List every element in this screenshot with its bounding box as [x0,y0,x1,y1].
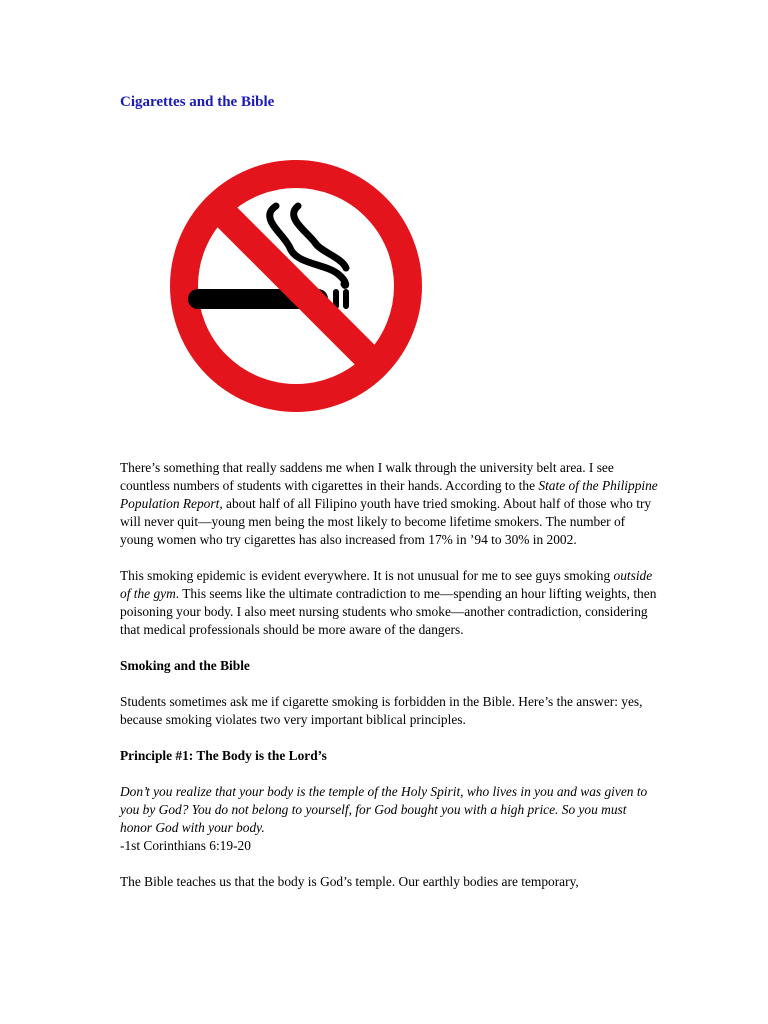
scripture-reference: -1st Corinthians 6:19-20 [120,838,251,853]
section-heading-smoking-and-bible: Smoking and the Bible [120,658,250,673]
principle-1-heading: Principle #1: The Body is the Lord’s [120,748,327,763]
scripture-quote: Don’t you realize that your body is the temple of the Holy Spirit, who lives in you and was given to you by God? You do not belong to yourself, for God bought you with a high price. So you must honor God with your body. -1st Corinthians 6:19-20 [120,783,660,855]
intro-paragraph-1: There’s something that really saddens me when I walk through the university belt area. I see countless numbers of students with cigarettes in their hands. According to the State of the Philippine Population Report, about half of all Filipino youth have tried smoking. About half of those who try will never quit—young men being the most likely to become lifetime smokers. The number of young women who try cigarettes has also increased from 17% in ’94 to 30% in 2002. [120,460,658,547]
cigarette-tip-bar-2 [343,289,349,309]
gym-italic: outside of the gym [120,568,653,601]
intro-paragraph-2: This smoking epidemic is evident everywhere. It is not unusual for me to see guys smoking outside of the gym. This seems like the ultimate contradiction to me—spending an hour lifting weights, then poisoning your body. I also meet nursing students who smoke—another contradiction, considering that medical professionals should be more aware of the dangers. [120,568,657,637]
report-title-italic: State of the Philippine Population Report [120,478,658,511]
no-smoking-icon [166,156,426,416]
section-paragraph-1: Students sometimes ask me if cigarette smoking is forbidden in the Bible. Here’s the answer: yes, because smoking violates two very important biblical principles. [120,694,643,727]
document-title: Cigarettes and the Bible [120,94,275,110]
principle-1-paragraph: The Bible teaches us that the body is God’s temple. Our earthly bodies are temporary, [120,874,579,889]
document-body [120,459,660,909]
no-smoking-sign [166,156,426,416]
